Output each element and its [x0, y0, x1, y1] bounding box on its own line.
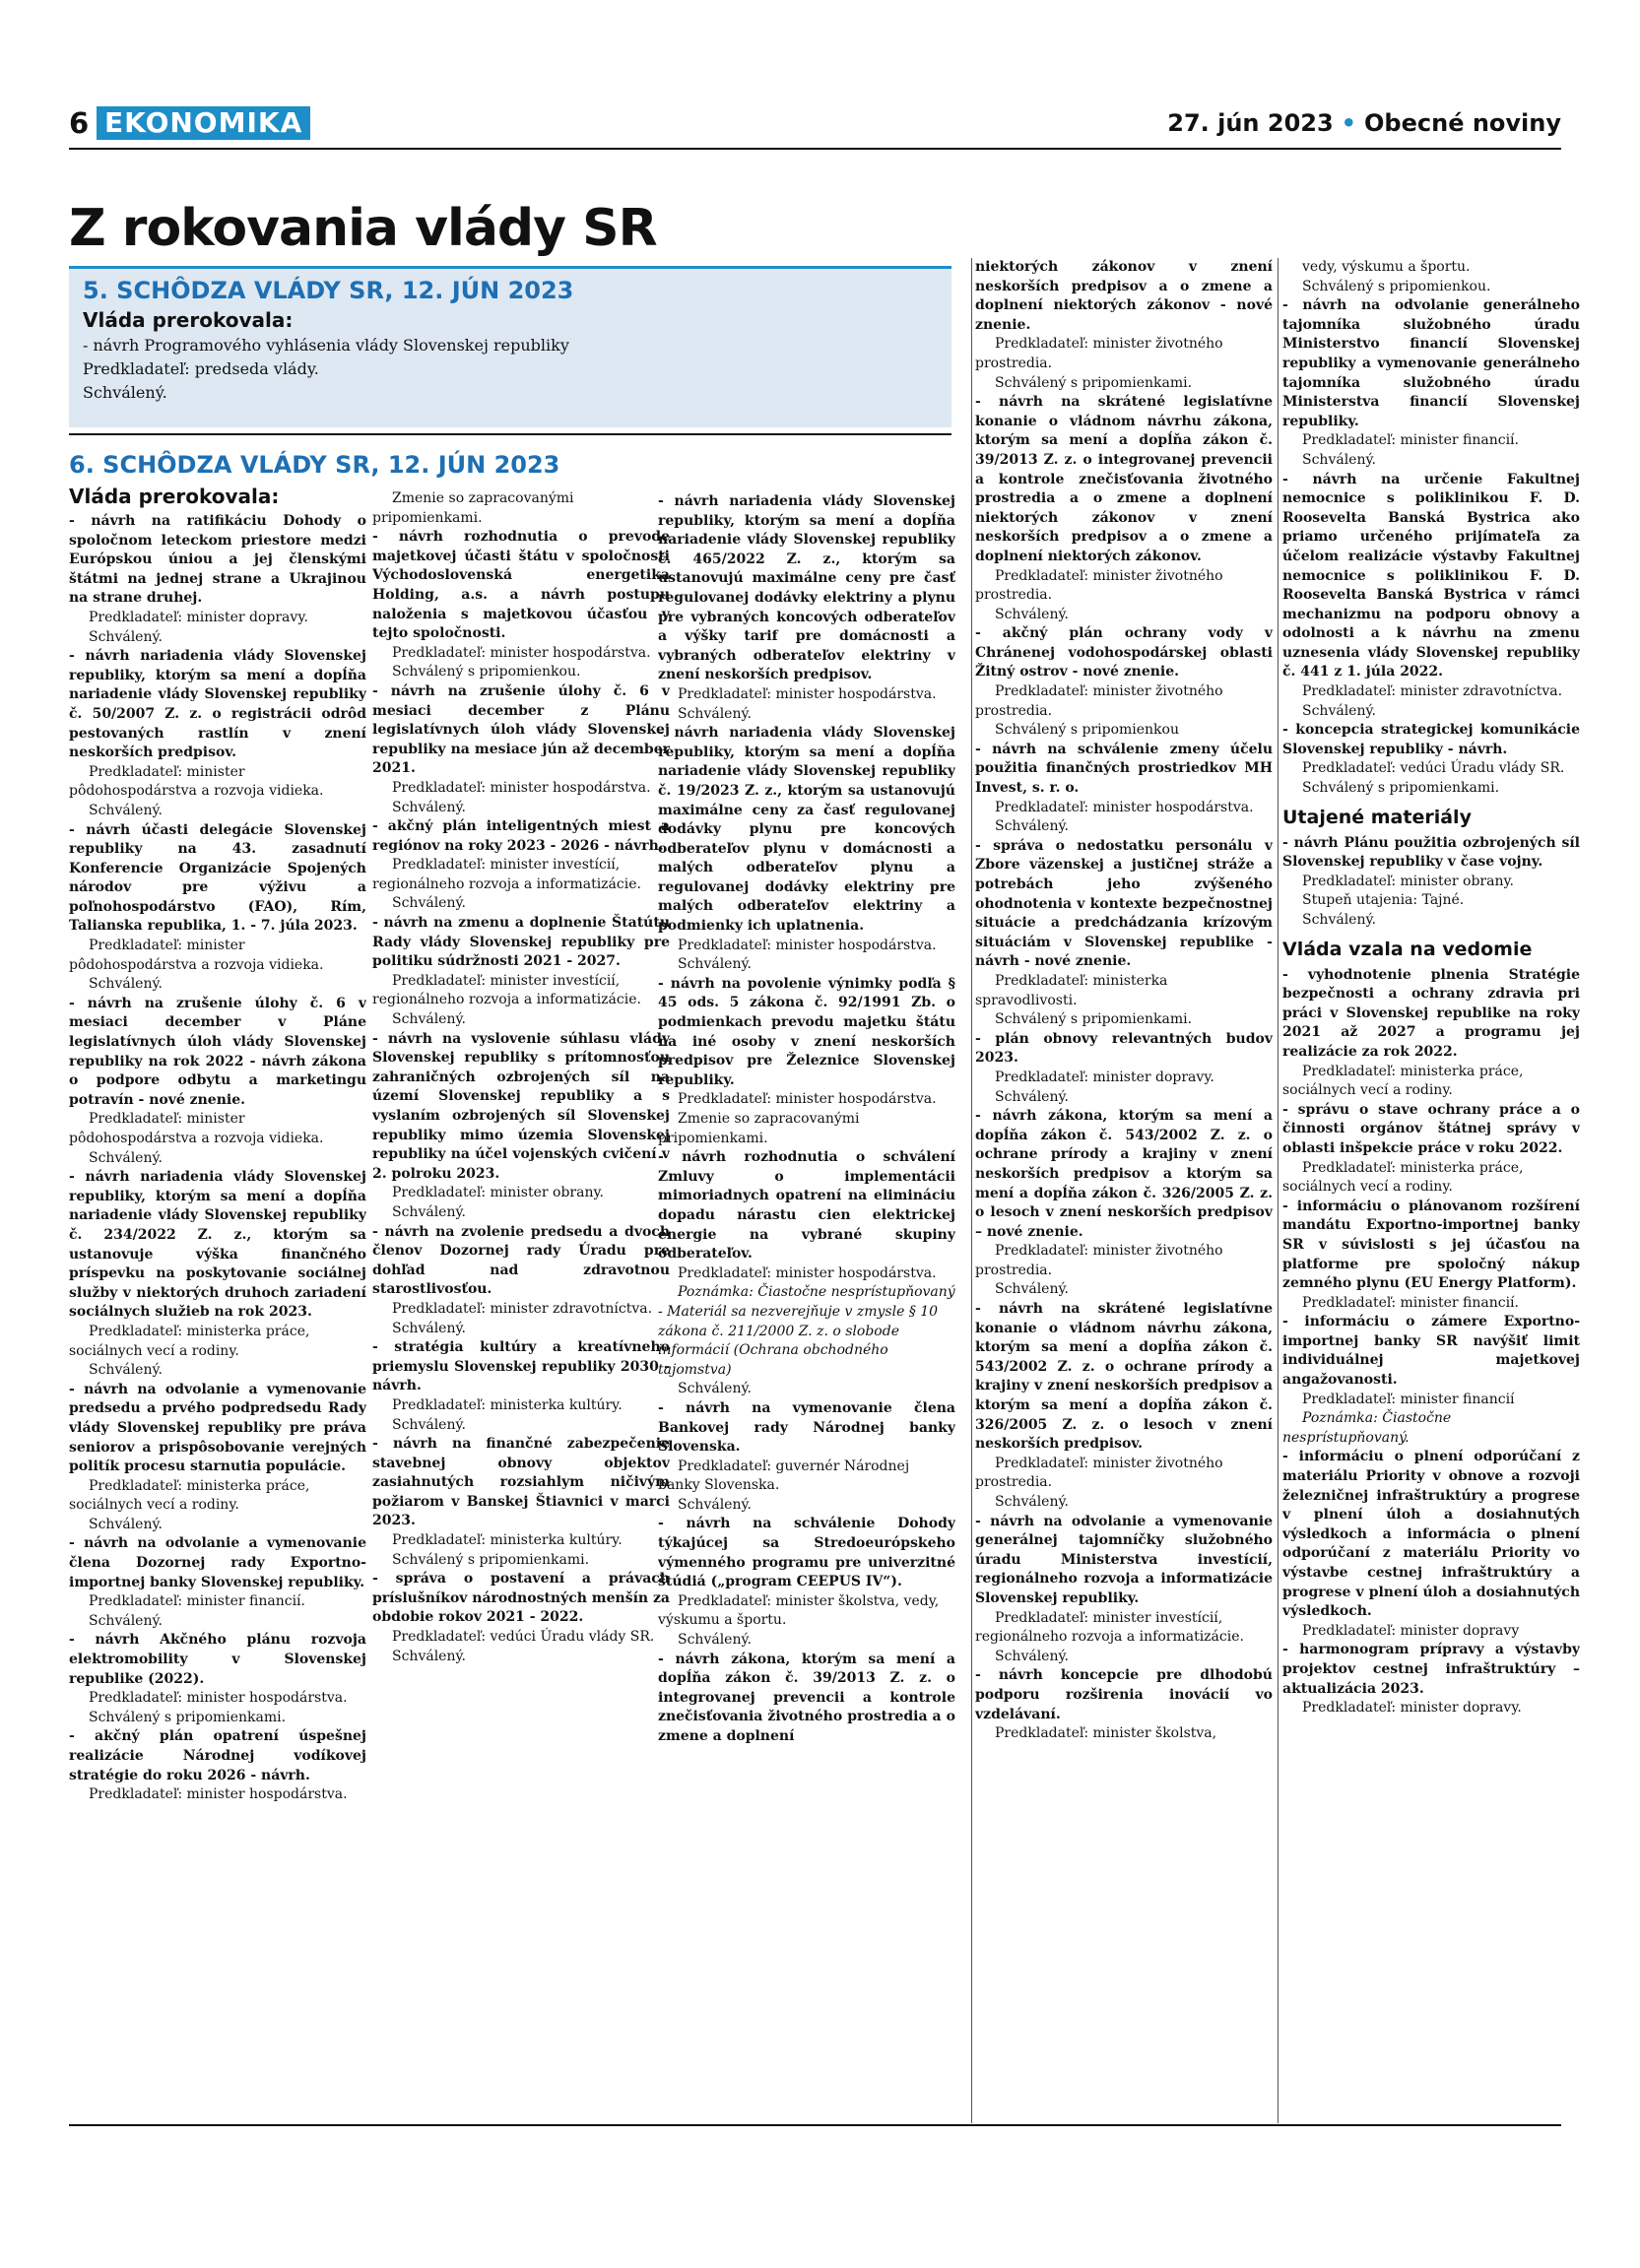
item-note: Poznámka: Čiastočne nesprístupňovaný.: [1282, 1410, 1452, 1446]
agenda-item: - návrh nariadenia vlády Slovenskej republiky, ktorým sa mení a dopĺňa nariadenie vlády Slovenskej republiky č. 465/2022 Z. z., ktorým sa ustanovujú maximálne ceny pre časť regulovanej dodávky elektriny a plynu pre vybraných koncových odberateľov a výšky tarif pre domácnosti a vybraných odberateľov elektriny v znení neskorších predpisov.: [658, 493, 955, 683]
agenda-item: - návrh nariadenia vlády Slovenskej republiky, ktorým sa mení a dopĺňa nariadenie vlády Slovenskej republiky č. 234/2022 Z. z., ktorým sa ustanovuje výška finančného príspevku na poskytovanie sociálnej služby v niektorých druhoch zariadení sociálnych služieb na rok 2023.: [69, 1169, 366, 1321]
item-detail: Schválený.: [89, 1362, 163, 1379]
item-detail: Predkladateľ: guvernér Národnej banky Slovenska.: [658, 1458, 910, 1494]
session-5-line: - návrh Programového vyhlásenia vlády Slovenskej republiky: [83, 336, 569, 355]
text-column-1: [69, 512, 366, 2123]
agenda-item: - harmonogram prípravy a výstavby projektov cestnej infraštruktúry – aktualizácia 2023.: [1282, 1642, 1580, 1697]
item-detail: Predkladateľ: minister pôdohospodárstva a rozvoja vidieka.: [69, 938, 324, 973]
item-detail: Schválený.: [89, 1149, 163, 1166]
agenda-item: - správa o postavení a právach príslušníkov národnostných menšín za obdobie rokov 2021 - 2022.: [372, 1571, 670, 1626]
issue-date: 27. jún 2023: [1167, 109, 1334, 137]
item-detail: Predkladateľ: minister životného prostredia.: [975, 1455, 1223, 1491]
item-detail: Predkladateľ: ministerka spravodlivosti.: [975, 972, 1168, 1008]
item-detail: Predkladateľ: minister životného prostredia.: [975, 683, 1223, 719]
session-6-subheading: Vláda prerokovala:: [69, 485, 280, 508]
page-number: 6: [69, 106, 90, 140]
agenda-item: - návrh zákona, ktorým sa mení a dopĺňa zákon č. 543/2002 Z. z. o ochrane prírody a krajiny v znení neskorších predpisov a ktorým sa mení a dopĺňa zákon č. 326/2005 Z. z. o lesoch v znení neskorších predpisov – nové znenie.: [975, 1108, 1273, 1240]
page-header: [69, 106, 1561, 140]
agenda-item: - návrh účasti delegácie Slovenskej republiky na 43. zasadnutí Konferencie Organizácie Spojených národov pre výživu a poľnohospodárstvo (FAO), Rím, Talianska republika, 1. - 7. júla 2023.: [69, 821, 366, 935]
item-detail: Predkladateľ: ministerka kultúry.: [392, 1396, 623, 1413]
agenda-item: - akčný plán inteligentných miest a regiónov na roky 2023 - 2026 - návrh.: [372, 818, 670, 854]
item-detail: Schválený.: [392, 1320, 466, 1336]
item-detail: Schválený.: [392, 895, 466, 912]
agenda-item: niektorých zákonov v znení neskorších predpisov a o zmene a doplnení niektorých zákonov - nové znenie.: [975, 259, 1273, 333]
item-detail: Schválený.: [995, 818, 1069, 835]
item-detail: vedy, výskumu a športu.: [1302, 259, 1471, 275]
session-5-box: [69, 266, 951, 427]
item-detail: Zmenie so zapracovanými pripomienkami.: [658, 1111, 860, 1146]
item-detail: Predkladateľ: minister financií: [1302, 1391, 1515, 1407]
agenda-item: - vyhodnotenie plnenia Stratégie bezpečnosti a ochrany zdravia pri práci v Slovenskej republike na roky 2021 až 2027 a programu jej realizácie za rok 2022.: [1282, 966, 1580, 1060]
header-dateline: [1167, 106, 1561, 140]
item-detail: Predkladateľ: minister hospodárstva.: [392, 779, 651, 796]
item-detail: Predkladateľ: minister hospodárstva.: [678, 685, 937, 702]
item-detail: Schválený.: [89, 628, 163, 645]
item-detail: Predkladateľ: minister investícií, regionálneho rozvoja a informatizácie.: [372, 857, 641, 892]
agenda-item: - koncepcia strategickej komunikácie Slovenskej republiky - návrh.: [1282, 722, 1580, 757]
agenda-item: - informáciu o plánovanom rozšírení mandátu Exportno-importnej banky SR v súvislosti s jej účasťou na platforme pre spoločný nákup zemného plynu (EU Energy Platform).: [1282, 1198, 1580, 1292]
item-detail: Schválený s pripomienkami.: [1302, 780, 1500, 797]
agenda-item: - návrh na zrušenie úlohy č. 6 v mesiaci december v Pláne legislatívnych úloh vlády Slovenskej republiky na rok 2022 - návrh zákona o podpore odbytu a marketingu potravín - nové znenie.: [69, 995, 366, 1108]
session-5-subheading: Vláda prerokovala:: [83, 308, 294, 332]
item-detail: Schválený.: [995, 1281, 1069, 1298]
item-detail: Schválený.: [678, 705, 752, 722]
item-detail: Predkladateľ: minister financií.: [1302, 432, 1519, 449]
item-detail: Predkladateľ: minister hospodárstva.: [89, 1786, 348, 1803]
item-detail: Predkladateľ: ministerka práce, sociálnych vecí a rodiny.: [69, 1323, 310, 1359]
session-5-line: Schválený.: [83, 383, 167, 402]
item-detail: Predkladateľ: minister dopravy: [1302, 1622, 1520, 1639]
agenda-item: - návrh na ratifikáciu Dohody o spoločnom leteckom priestore medzi Európskou úniou a jej členskými štátmi na jednej strane a Ukrajinou na strane druhej.: [69, 513, 366, 607]
agenda-item: - návrh na finančné zabezpečenie stavebnej obnovy objektov zasiahnutých rozsiahlym ničivým požiarom v Banskej Štiavnici v marci 2023.: [372, 1436, 670, 1529]
agenda-item: - návrh na schválenie zmeny účelu použitia finančných prostriedkov MH Invest, s. r. o.: [975, 741, 1273, 797]
item-detail: Predkladateľ: minister pôdohospodárstva a rozvoja vidieka.: [69, 763, 324, 800]
item-detail: Predkladateľ: ministerka kultúry.: [392, 1532, 623, 1549]
subsection-heading: Utajené materiály: [1282, 806, 1472, 828]
session-5-line: Predkladateľ: predseda vlády.: [83, 359, 319, 378]
item-detail: Schválený.: [89, 1612, 163, 1629]
item-detail: Predkladateľ: minister hospodárstva.: [89, 1690, 348, 1707]
item-detail: Predkladateľ: minister hospodárstva.: [678, 937, 937, 953]
item-detail: Predkladateľ: ministerka práce, sociálnych vecí a rodiny.: [1282, 1063, 1524, 1099]
item-detail: Schválený.: [392, 1203, 466, 1220]
agenda-item: - návrh na skrátené legislatívne konanie o vládnom návrhu zákona, ktorým sa mení a dopĺňa zákon č. 543/2002 Z. z. o ochrane prírody a krajiny v znení neskorších predpisov a ktorým sa mení a dopĺňa zákon č. 326/2005 Z. z. o lesoch v znení neskorších predpisov.: [975, 1301, 1273, 1453]
item-detail: Schválený.: [678, 956, 752, 973]
agenda-item: - návrh na schválenie Dohody týkajúcej sa Stredoeurópskeho výmenného programu pre univerzitné štúdiá („program CEEPUS IV“).: [658, 1516, 955, 1590]
item-detail: Predkladateľ: vedúci Úradu vlády SR.: [1302, 760, 1565, 777]
agenda-item: - návrh na odvolanie a vymenovanie člena Dozornej rady Exportno-importnej banky Slovenskej republiky.: [69, 1535, 366, 1590]
item-detail: Predkladateľ: minister hospodárstva.: [678, 1264, 937, 1281]
item-detail: Schválený.: [1302, 702, 1376, 719]
item-detail: Schválený.: [995, 606, 1069, 622]
article-title: Z rokovania vlády SR: [69, 199, 657, 258]
agenda-item: - návrh Plánu použitia ozbrojených síl Slovenskej republiky v čase vojny.: [1282, 834, 1580, 871]
item-detail: Predkladateľ: minister hospodárstva.: [392, 644, 651, 661]
agenda-item: - návrh na zmenu a doplnenie Štatútu Rady vlády Slovenskej republiky pre politiku súdržnosti 2021 - 2027.: [372, 915, 670, 970]
agenda-item: - akčný plán ochrany vody v Chránenej vodohospodárskej oblasti Žitný ostrov - nové znenie.: [975, 625, 1273, 680]
item-detail: Predkladateľ: minister zdravotníctva.: [392, 1300, 653, 1317]
agenda-item: - návrh na zrušenie úlohy č. 6 v mesiaci december z Plánu legislatívnych úloh vlády Slovenskej republiky na mesiace jún až december 2021.: [372, 682, 670, 777]
agenda-item: - informáciu o zámere Exportno-importnej banky SR navýšiť limit individuálnej majetkovej angažovanosti.: [1282, 1314, 1580, 1389]
item-detail: Schválený.: [1302, 451, 1376, 468]
item-detail: Predkladateľ: minister hospodárstva.: [678, 1091, 937, 1108]
header-rule: [69, 148, 1561, 150]
item-detail: Schválený.: [995, 1494, 1069, 1510]
agenda-item: - návrh rozhodnutia o schválení Zmluvy o implementácii mimoriadnych opatrení na elimináciu dopadu nárastu cien elektrickej energie na vybrané skupiny odberateľov.: [658, 1149, 955, 1263]
item-detail: Predkladateľ: minister zdravotníctva.: [1302, 683, 1563, 700]
item-detail: Schválený s pripomienkou.: [392, 664, 581, 680]
item-detail: Predkladateľ: minister školstva,: [995, 1725, 1217, 1742]
item-note: Poznámka: Čiastočne nesprístupňovaný - Materiál sa nezverejňuje v zmysle § 10 zákona č. 211/2000 Z. z. o slobode informácií (Ochrana obchodného tajomstva): [658, 1284, 955, 1378]
item-detail: Predkladateľ: minister pôdohospodárstva a rozvoja vidieka.: [69, 1111, 324, 1146]
text-column-5: [1282, 258, 1580, 2123]
item-detail: Schválený.: [995, 1088, 1069, 1105]
item-detail: Predkladateľ: minister životného prostredia.: [975, 1243, 1223, 1278]
item-detail: Predkladateľ: minister školstva, vedy, výskumu a športu.: [658, 1592, 940, 1629]
column-divider: [1278, 258, 1279, 2123]
item-detail: Predkladateľ: minister obrany.: [1302, 873, 1514, 889]
publication-name: Obecné noviny: [1364, 109, 1561, 137]
item-detail: Predkladateľ: minister dopravy.: [995, 1069, 1214, 1085]
session-5-rule: [69, 433, 951, 435]
text-column-3: [658, 492, 955, 2123]
agenda-item: - návrh nariadenia vlády Slovenskej republiky, ktorým sa mení a dopĺňa nariadenie vlády Slovenskej republiky č. 50/2007 Z. z. o registrácii odrôd pestovaných rastlín v znení neskorších predpisov.: [69, 648, 366, 761]
item-detail: Predkladateľ: minister hospodárstva.: [995, 799, 1254, 815]
item-detail: Predkladateľ: minister investícií, regionálneho rozvoja a informatizácie.: [372, 972, 641, 1008]
text-column-4: [975, 258, 1273, 2123]
item-detail: Predkladateľ: minister životného prostredia.: [975, 567, 1223, 604]
item-detail: Schválený s pripomienkami.: [995, 1011, 1193, 1028]
text-column-2: [372, 489, 670, 2123]
item-detail: Predkladateľ: minister investícií, regionálneho rozvoja a informatizácie.: [975, 1609, 1244, 1646]
item-detail: Schválený s pripomienkami.: [392, 1551, 590, 1568]
item-detail: Predkladateľ: ministerka práce, sociálnych vecí a rodiny.: [69, 1477, 310, 1514]
item-detail: Schválený.: [1302, 912, 1376, 928]
item-detail: Predkladateľ: ministerka práce, sociálnych vecí a rodiny.: [1282, 1159, 1524, 1196]
agenda-item: - správa o nedostatku personálu v Zbore väzenskej a justičnej stráže a potrebách jeho zvýšeného ohodnotenia v kontexte bezpečnostnej situácie a predchádzania krízovým situáciám v Slovenskej republike - návrh - nové znenie.: [975, 837, 1273, 970]
item-detail: Schválený.: [392, 1416, 466, 1433]
agenda-item: - návrh na určenie Fakultnej nemocnice s poliklinikou F. D. Roosevelta Banská Bystrica ako priamo určeného prijímateľa za účelom realizácie výstavby Fakultnej nemocnice s poliklinikou F. D. Roosevelta Banská Bystrica v rámci mechanizmu na podporu obnovy a odolnosti a k návrhu na zmenu uznesenia vlády Slovenskej republiky č. 441 z 1. júla 2022.: [1282, 471, 1580, 680]
session-6-heading: 6. SCHÔDZA VLÁDY SR, 12. JÚN 2023: [69, 451, 560, 479]
column-divider: [971, 258, 972, 2123]
item-detail: Predkladateľ: minister financií.: [1302, 1294, 1519, 1311]
item-detail: Stupeň utajenia: Tajné.: [1302, 892, 1465, 909]
item-detail: Schválený.: [678, 1632, 752, 1649]
subsection-heading: Vláda vzala na vedomie: [1282, 938, 1533, 960]
agenda-item: - plán obnovy relevantných budov 2023.: [975, 1030, 1273, 1067]
agenda-item: - návrh nariadenia vlády Slovenskej republiky, ktorým sa mení a dopĺňa nariadenie vlády Slovenskej republiky č. 19/2023 Z. z., ktorým sa ustanovujú maximálne ceny za časť regulovanej dodávky plynu pre koncových odberateľov plynu v domácnosti a malých odberateľov plynu a regulovanej dodávky elektriny pre malých odberateľov elektriny a podmienky ich uplatnenia.: [658, 725, 955, 935]
item-detail: Schválený s pripomienkou.: [1302, 278, 1491, 294]
item-detail: Schválený.: [89, 1516, 163, 1532]
item-detail: Predkladateľ: minister dopravy.: [89, 609, 308, 625]
session-5-heading: 5. SCHÔDZA VLÁDY SR, 12. JÚN 2023: [83, 277, 574, 304]
agenda-item: - návrh na skrátené legislatívne konanie o vládnom návrhu zákona, ktorým sa mení a dopĺňa zákon č. 39/2013 Z. z. o integrovanej prevencii a kontrole znečisťovania životného prostredia a o zmene a doplnení niektorých zákonov v znení neskorších predpisov a o zmene a doplnení niektorých zákonov.: [975, 394, 1273, 564]
item-detail: Schválený s pripomienkami.: [995, 374, 1193, 391]
item-detail: Schválený s pripomienkou: [995, 722, 1179, 739]
agenda-item: - akčný plán opatrení úspešnej realizácie Národnej vodíkovej stratégie do roku 2026 - návrh.: [69, 1728, 366, 1783]
item-detail: Schválený s pripomienkami.: [89, 1709, 287, 1725]
agenda-item: - návrh na povolenie výnimky podľa § 45 ods. 5 zákona č. 92/1991 Zb. o podmienkach prevodu majetku štátu na iné osoby v znení neskorších predpisov pre Železnice Slovenskej republiky.: [658, 975, 955, 1088]
item-detail: Schválený.: [392, 1011, 466, 1028]
item-detail: Predkladateľ: minister financií.: [89, 1593, 305, 1610]
agenda-item: - návrh na odvolanie generálneho tajomníka služobného úradu Ministerstvo financií Slovenskej republiky a vymenovanie generálneho tajomníka služobného úradu Ministerstva financií Slovenskej republiky.: [1282, 297, 1580, 429]
section-label: EKONOMIKA: [97, 106, 310, 140]
agenda-item: - stratégia kultúry a kreatívneho priemyslu Slovenskej republiky 2030 - návrh.: [372, 1339, 670, 1394]
item-detail: Schválený.: [89, 802, 163, 818]
agenda-item: - návrh na odvolanie a vymenovanie predsedu a prvého podpredsedu Rady vlády Slovenskej republiky pre práva seniorov a prispôsobovanie verejných politík procesu starnutia populácie.: [69, 1381, 366, 1475]
agenda-item: - návrh na zvolenie predsedu a dvoch členov Dozornej rady Úradu pre dohľad nad zdravotnou starostlivosťou.: [372, 1223, 670, 1298]
agenda-item: - návrh na vyslovenie súhlasu vlády Slovenskej republiky s prítomnosťou zahraničných ozbrojených síl na území Slovenskej republiky a s vyslaním ozbrojených síl Slovenskej republiky mimo územia Slovenskej republiky na účel vojenských cvičení v 2. polroku 2023.: [372, 1030, 670, 1182]
bullet-separator: •: [1341, 109, 1357, 137]
item-detail: Schválený.: [392, 1648, 466, 1664]
item-detail: Schválený.: [89, 976, 163, 993]
item-detail: Predkladateľ: vedúci Úradu vlády SR.: [392, 1629, 655, 1646]
item-detail: Schválený.: [995, 1648, 1069, 1664]
agenda-item: - informáciu o plnení odporúčaní z materiálu Priority v obnove a rozvoji železničnej infraštruktúry a progrese v plnení úloh a dosiahnutých výsledkoch a informácia o plnení odporúčaní z materiálu Priority vo výstavbe cestnej infraštruktúry a progrese v plnení úloh a dosiahnutých výsledkoch.: [1282, 1449, 1580, 1620]
item-detail: Schválený.: [392, 799, 466, 815]
footer-rule: [69, 2124, 1561, 2126]
agenda-item: - správu o stave ochrany práce a o činnosti orgánov štátnej správy v oblasti inšpekcie práce v roku 2022.: [1282, 1101, 1580, 1156]
agenda-item: - návrh na vymenovanie člena Bankovej rady Národnej banky Slovenska.: [658, 1399, 955, 1456]
agenda-item: - návrh koncepcie pre dlhodobú podporu rozširenia inovácií vo vzdelávaní.: [975, 1667, 1273, 1722]
agenda-item: - návrh Akčného plánu rozvoja elektromobility v Slovenskej republike (2022).: [69, 1632, 366, 1687]
item-detail: Schválený.: [678, 1381, 752, 1397]
item-detail: Predkladateľ: minister obrany.: [392, 1185, 604, 1201]
agenda-item: - návrh na odvolanie a vymenovanie generálnej tajomníčky služobného úradu Ministerstva investícií, regionálneho rozvoja a informatizácie Slovenskej republiky.: [975, 1513, 1273, 1606]
item-detail: Zmenie so zapracovanými pripomienkami.: [372, 490, 574, 526]
agenda-item: - návrh rozhodnutia o prevode majetkovej účasti štátu v spoločnosti Východoslovenská energetika Holding, a.s. a návrh postupu naloženia s majetkovou účasťou v tejto spoločnosti.: [372, 529, 670, 642]
item-detail: Predkladateľ: minister dopravy.: [1302, 1700, 1522, 1717]
item-detail: Predkladateľ: minister životného prostredia.: [975, 336, 1223, 371]
item-detail: Schválený.: [678, 1496, 752, 1513]
agenda-item: - návrh zákona, ktorým sa mení a dopĺňa zákon č. 39/2013 Z. z. o integrovanej prevencii a kontrole znečisťovania životného prostredia a o zmene a doplnení: [658, 1651, 955, 1744]
